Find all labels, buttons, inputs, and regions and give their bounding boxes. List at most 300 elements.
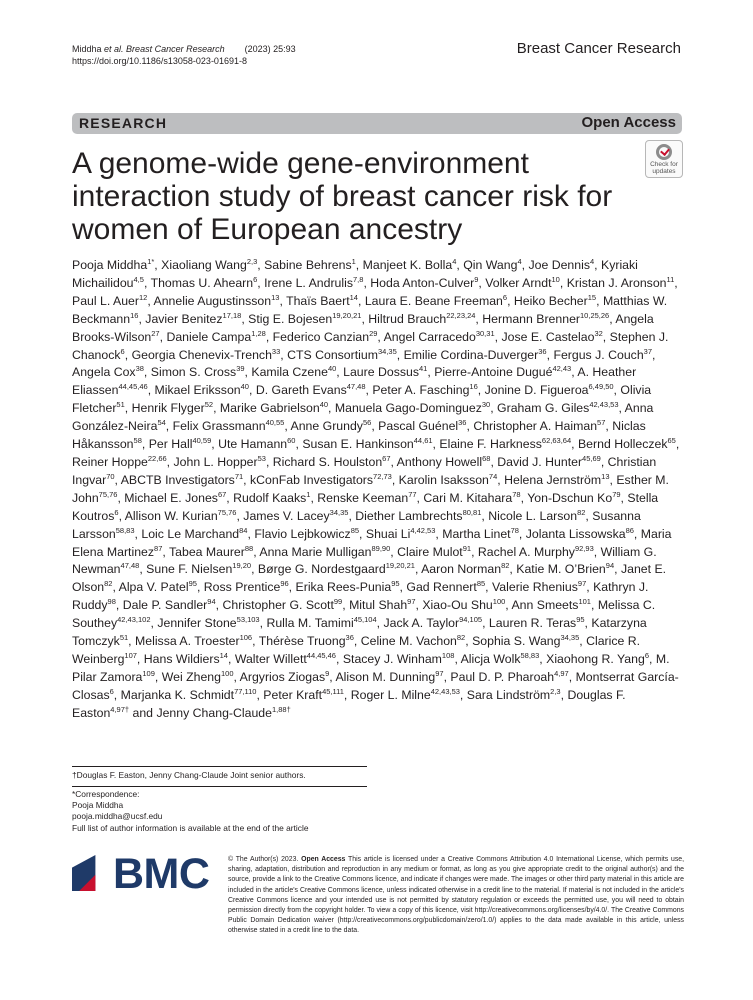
author-name-text: Pooja Middha (72, 258, 148, 272)
author-name-text: Xiaohong R. Yang (546, 651, 645, 666)
author-name (287, 348, 397, 362)
author-name (343, 365, 427, 379)
author-name-text: Helena Jernström (504, 472, 602, 487)
author-name (220, 401, 328, 415)
author-name (273, 455, 391, 469)
author-name (368, 312, 475, 326)
author-name-text: Anna Marie Mulligan (259, 544, 372, 559)
author-affiliation: 36 (345, 632, 354, 642)
author-affiliation: 16 (469, 382, 478, 392)
author-name (286, 294, 358, 308)
author-affiliation: 74 (488, 471, 498, 481)
author-name (526, 527, 634, 541)
author-affiliation: 40,55 (265, 418, 285, 428)
author-name (156, 706, 290, 720)
author-name-text: Peter A. Fasching (372, 383, 470, 398)
author-affiliation: 77 (408, 489, 417, 499)
author-affiliation: 6,49,50 (588, 382, 614, 392)
bmc-logo-text: BMC (113, 850, 210, 898)
author-affiliation: 6 (644, 650, 649, 660)
author-name (121, 688, 257, 702)
author-name-text: Lauren R. Teras (488, 616, 577, 631)
check-updates-line2: updates (652, 168, 676, 175)
author-name (240, 670, 330, 684)
author-affiliation: 88 (244, 543, 254, 553)
author-affiliation: 40 (327, 364, 337, 374)
license-body: This article is licensed under a Creative Commons Attribution 4.0 International License, which permits use, sharing, adaptation, distribution and reproduction in any medium or format, as long as you give appropriate credit to the original author(s) and the source, provide a link to the Creative Commons licence, and indicate if changes were made. The images or other third party material in this article are included in the article's Creative Commons licence, unless indicated otherwise in a credit line to the material. If material is not included in the article's Creative Commons licence and your intended use is not permitted by statutory regulation or exceeds the permitted use, you will need to obtain permission directly from the copyright holder. To view a copy of this licence, visit http://creativecommons.org/licenses/by/4.0/. The Creative Commons Public Domain Dedication waiver (http://creativecommons.org/publicdomain/zero/1.0/) applies to the data made available in this article, unless otherwise stated in a credit line to the data. (228, 856, 685, 935)
author-affiliation: 1,28 (251, 328, 266, 338)
author-affiliation: 87 (154, 543, 163, 553)
author-name (291, 419, 372, 433)
author-name (204, 580, 289, 594)
author-name (365, 294, 507, 308)
author-affiliation: 4,5 (133, 274, 144, 284)
author-affiliation: 36 (458, 418, 467, 428)
author-name (173, 419, 285, 433)
author-name-text: Heiko Becher (513, 293, 588, 308)
author-name-text: Stephen J. Chanock (72, 329, 669, 362)
author-name-text: Jack A. Taylor (383, 616, 460, 631)
author-name (553, 348, 652, 362)
author-affiliation: 97 (435, 668, 444, 678)
author-affiliation: 40,59 (192, 435, 212, 445)
author-name (264, 276, 363, 290)
author-name-text: Anne Grundy (290, 419, 363, 434)
author-name-text: Joe Dennis (528, 258, 590, 272)
author-name (259, 634, 354, 648)
license-open-access: Open Access (301, 856, 346, 863)
author-name (527, 491, 620, 505)
author-name-text: Pascal Guénel (378, 419, 459, 434)
author-affiliation: 41 (419, 364, 428, 374)
author-name (384, 330, 495, 344)
author-name (421, 562, 509, 576)
author-name (124, 491, 226, 505)
author-name (141, 527, 247, 541)
author-name-text: Marike Gabrielson (219, 401, 320, 416)
author-name (439, 437, 571, 451)
author-name-text: Peter Kraft (263, 687, 323, 702)
author-affiliation: 47,48 (346, 382, 366, 392)
author-name-text: Ann Smeets (511, 598, 579, 613)
author-name-text: Susan E. Hankinson (302, 437, 414, 452)
author-name-text: Bernd Holleczek (577, 437, 668, 452)
author-name-text: Angela Brooks-Wilson (72, 311, 654, 344)
author-affiliation: 85 (476, 579, 486, 589)
author-name-text: Argyrios Ziogas (239, 669, 326, 684)
author-affiliation: 30 (481, 400, 491, 410)
author-affiliation: 14 (349, 292, 358, 302)
author-name-text: Daniele Campa (166, 329, 252, 344)
author-affiliation: 34,35 (329, 507, 349, 517)
author-affiliation: 22,66 (147, 453, 167, 463)
author-name-text: Katie M. O’Brien (516, 562, 606, 577)
author-name-text: Thérèse Truong (258, 634, 346, 649)
author-affiliation: 96 (280, 579, 289, 589)
author-name (151, 276, 258, 290)
author-name (121, 473, 243, 487)
author-name-text: Graham G. Giles (497, 401, 590, 416)
author-name-text: Jolanta Lissowska (525, 526, 626, 541)
author-affiliation: 10 (551, 274, 560, 284)
citation-year: (2023) 25:93 (244, 44, 296, 54)
author-name-text: Kathryn J. Ruddy (72, 580, 649, 613)
author-name (485, 276, 560, 290)
citation-journal: et al. Breast Cancer Research (104, 44, 225, 54)
author-name (335, 401, 490, 415)
author-name-text: Simon S. Cross (150, 365, 237, 380)
author-name-text: Walter Willett (234, 651, 307, 666)
author-name (302, 437, 432, 451)
author-affiliation: 109 (142, 668, 155, 678)
author-affiliation: 107 (124, 650, 137, 660)
author-name (450, 670, 568, 684)
author-affiliation: 17,18 (222, 310, 242, 320)
author-affiliation: 45,69 (582, 453, 601, 463)
author-affiliation: 22,23,24 (446, 310, 476, 320)
author-name (528, 258, 594, 272)
author-affiliation: 27 (151, 328, 160, 338)
check-updates-icon (656, 144, 672, 160)
author-name-text: Kamila Czene (251, 365, 328, 380)
author-affiliation: 30,31 (475, 328, 495, 338)
author-name-text: Karolin Isaksson (398, 472, 489, 487)
author-name-text: Kyriaki Michailidou (72, 258, 638, 290)
author-affiliation: 68 (482, 453, 491, 463)
author-affiliation: 100 (492, 597, 506, 607)
citation-header (72, 43, 296, 67)
author-name-text: Paul D. P. Pharoah (450, 669, 555, 684)
author-affiliation: 42,43,53 (589, 400, 619, 410)
author-affiliation: 99 (333, 597, 343, 607)
author-name (511, 598, 591, 612)
author-affiliation: 98 (107, 597, 116, 607)
author-name-text: Aaron Norman (421, 562, 502, 577)
author-name (233, 491, 310, 505)
author-name (397, 455, 491, 469)
author-affiliation: 6 (109, 686, 114, 696)
author-affiliation: 62,63,64 (541, 435, 572, 445)
author-name-text: Felix Grassmann (172, 419, 266, 434)
check-updates-text (646, 161, 682, 175)
author-name (478, 545, 594, 559)
author-name-text: Flavio Lejbkowicz (254, 526, 351, 541)
author-affiliation: 19,20 (232, 561, 252, 571)
author-name (372, 383, 477, 397)
author-name (218, 437, 295, 451)
author-name-text: Allison W. Kurian (124, 508, 218, 523)
author-name-text: Martha Linet (442, 526, 511, 541)
author-affiliation: 100 (221, 668, 234, 678)
author-affiliation: 70 (106, 471, 115, 481)
author-name-text: Dale P. Sandler (122, 598, 208, 613)
author-name (72, 258, 154, 272)
author-name (335, 670, 443, 684)
author-name (72, 365, 144, 379)
author-affiliation: 45,111 (322, 686, 344, 696)
author-name-text: Hermann Brenner (482, 311, 581, 326)
author-name-text: Alpa V. Patel (118, 580, 189, 595)
author-name-text: Gad Rennert (406, 580, 477, 595)
author-name-text: Thaïs Baert (286, 293, 350, 308)
author-name (273, 330, 378, 344)
author-name (366, 527, 435, 541)
author-name-text: William G. Newman (72, 544, 657, 577)
author-name-text: Roger L. Milne (350, 687, 431, 702)
author-name-text: Shuai Li (365, 526, 411, 541)
author-affiliation: 33 (271, 346, 281, 356)
author-affiliation: 37 (643, 346, 652, 356)
author-affiliation: 95 (576, 615, 585, 625)
author-name-text: Xiao-Ou Shu (422, 598, 493, 613)
author-name (399, 473, 498, 487)
author-name-text: Michael E. Jones (124, 490, 218, 505)
author-affiliation: 6 (502, 292, 508, 302)
author-affiliation: 32 (594, 328, 603, 338)
author-name (155, 383, 249, 397)
author-name-text: Hans Wildiers (143, 651, 220, 666)
author-affiliation: 60 (287, 435, 296, 445)
author-name-text: D. Gareth Evans (255, 383, 347, 398)
author-affiliation: 42,43,53 (430, 686, 460, 696)
author-name-text: Christopher A. Haiman (473, 419, 598, 434)
author-name-text: Tabea Maurer (169, 544, 245, 559)
author-name-text: Qin Wang (463, 258, 518, 272)
author-affiliation: 1 (306, 489, 311, 499)
author-name (473, 419, 605, 433)
author-name (123, 598, 216, 612)
doi-link[interactable]: https://doi.org/10.1186/s13058-023-01691-8 (72, 56, 247, 66)
author-affiliation: 97 (577, 579, 587, 589)
correspondence-label: *Correspondence: (72, 789, 140, 799)
author-name-text: Kristan J. Aronson (566, 275, 667, 290)
author-name (266, 616, 376, 630)
author-affiliation: 44,45,46 (306, 650, 336, 660)
author-name-text: Ross Prentice (203, 580, 281, 595)
author-name-text: Olivia Fletcher (72, 383, 652, 416)
author-name-text: Hiltrud Brauch (368, 311, 447, 326)
author-name (146, 562, 251, 576)
author-name-text: Thomas U. Ahearn (150, 275, 254, 290)
author-affiliation: 67 (217, 489, 227, 499)
author-affiliation: 71 (234, 471, 244, 481)
author-affiliation: 45,104 (353, 615, 377, 625)
author-affiliation: 9 (325, 668, 330, 678)
author-name (162, 670, 234, 684)
author-name-text: Børge G. Nordestgaard (257, 562, 386, 577)
author-name-text: Janet E. Olson (72, 562, 667, 595)
license-copyright: © The Author(s) 2023. (228, 856, 299, 863)
author-name (72, 294, 147, 308)
author-name-text: Cari M. Kitahara (423, 490, 513, 505)
author-name-text: Angel Carracedo (383, 329, 476, 344)
author-affiliation: 44,61 (413, 435, 433, 445)
author-affiliation: 40 (319, 400, 329, 410)
author-name-text: Javier Benitez (145, 311, 223, 326)
author-affiliation: 101 (578, 597, 591, 607)
author-name (351, 688, 460, 702)
author-name (256, 383, 366, 397)
author-name (463, 258, 521, 272)
author-name-text: Claire Mulot (397, 544, 463, 559)
author-name-text: Sune F. Nielsen (146, 562, 233, 577)
author-name-text: Sabine Behrens (264, 258, 352, 272)
correspondence-email[interactable]: pooja.middha@ucsf.edu (72, 811, 163, 822)
author-name (489, 616, 585, 630)
author-name-text: Anna González-Neira (72, 401, 654, 434)
author-name-text: Marjanka K. Schmidt (120, 687, 235, 702)
author-name (243, 509, 348, 523)
author-name (422, 598, 505, 612)
author-affiliation: 13 (601, 471, 610, 481)
author-affiliation: 51 (116, 400, 125, 410)
author-name-text: Stella Koutros (72, 490, 659, 523)
author-name (132, 401, 213, 415)
author-affiliation: 97 (407, 597, 416, 607)
author-affiliation: 11 (666, 274, 675, 284)
author-affiliation: 12 (139, 292, 148, 302)
author-name-text: Emilie Cordina-Duverger (403, 347, 539, 362)
author-affiliation: 44,45,46 (118, 382, 148, 392)
author-name-text: Renske Keeman (317, 490, 409, 505)
author-name (263, 688, 344, 702)
correspondence-name: Pooja Middha (72, 800, 124, 811)
author-affiliation: 15 (587, 292, 597, 302)
author-affiliation: 65 (667, 435, 676, 445)
author-name (259, 545, 390, 559)
author-affiliation: 106 (239, 632, 253, 642)
author-name (132, 348, 281, 362)
author-affiliation: 53,103 (236, 615, 260, 625)
author-affiliation: 34,35 (377, 346, 397, 356)
author-affiliation: 47,48 (120, 561, 140, 571)
author-name (144, 652, 228, 666)
author-name (349, 598, 415, 612)
author-name-text: Jenny Chang-Claude (156, 705, 272, 720)
author-name (442, 527, 519, 541)
author-name (235, 652, 336, 666)
license-statement (228, 855, 684, 937)
author-name-text: A. Heather Eliassen (72, 365, 637, 398)
author-affiliation: 95 (391, 579, 400, 589)
author-affiliation: 42,43,102 (117, 615, 151, 625)
author-name-text: Per Hall (148, 437, 193, 452)
author-name-text: Henrik Flyger (131, 401, 205, 416)
author-affiliation: 1,88† (271, 704, 291, 714)
author-affiliation: 6 (120, 346, 125, 356)
author-name (467, 688, 561, 702)
author-name (251, 365, 336, 379)
author-affiliation: 94,105 (459, 615, 483, 625)
author-name (492, 580, 586, 594)
author-affiliation: 34,35 (560, 632, 580, 642)
author-name (423, 491, 520, 505)
author-name-text: CTS Consortium (287, 347, 378, 362)
author-affiliation: 40 (240, 382, 249, 392)
author-name (125, 509, 237, 523)
author-affiliation: 72,73 (373, 471, 392, 481)
author-name-text: Erika Rees-Punia (295, 580, 392, 595)
author-affiliation: 78 (510, 525, 519, 535)
author-info-note: Full list of author information is available at the end of the article (72, 822, 309, 833)
author-name (222, 598, 342, 612)
author-name-text: Celine M. Vachon (360, 634, 457, 649)
author-name (485, 383, 614, 397)
author-affiliation: 80,81 (462, 507, 482, 517)
author-name-text: Christian Ingvar (72, 454, 657, 487)
author-affiliation: 16 (130, 310, 139, 320)
author-affiliation: 84 (239, 525, 248, 535)
author-affiliation: 89,90 (371, 543, 391, 553)
author-name-text: Alicja Wolk (460, 651, 521, 666)
author-name (370, 276, 478, 290)
author-affiliation: 4 (517, 256, 522, 266)
author-name-text: Christopher G. Scott (222, 598, 334, 613)
author-name-text: Sara Lindström (466, 687, 551, 702)
author-name (497, 401, 618, 415)
author-name (72, 455, 167, 469)
author-name (363, 258, 457, 272)
citation-line (72, 43, 296, 55)
author-name-text: Diether Lambrechts (355, 508, 463, 523)
author-name (296, 580, 400, 594)
author-name (355, 509, 481, 523)
check-for-updates-badge[interactable] (645, 140, 683, 178)
author-name-text: Jose E. Castelao (501, 329, 595, 344)
author-affiliation: 95 (188, 579, 197, 589)
author-name-text: Niclas Håkansson (72, 419, 646, 452)
author-name (482, 312, 609, 326)
author-name-text: Yon-Dschun Ko (527, 490, 613, 505)
author-name (258, 562, 415, 576)
author-affiliation: 82 (501, 561, 510, 571)
author-affiliation: 94 (605, 561, 615, 571)
author-name-text: Wei Zheng (161, 669, 221, 684)
author-name-text: Maria Elena Martinez (72, 526, 672, 559)
author-affiliation: 4,97† (110, 704, 130, 714)
author-name (546, 652, 649, 666)
author-name (161, 258, 257, 272)
author-name-text: Jonine D. Figueroa (484, 383, 589, 398)
author-name-text: Melissa C. Southey (72, 598, 656, 631)
author-affiliation: 75,76 (98, 489, 118, 499)
author-name (343, 652, 455, 666)
author-name-text: Esther M. John (72, 472, 669, 505)
author-name-text: M. Pilar Zamora (72, 651, 670, 684)
author-name-text: ABCTB Investigators (120, 472, 235, 487)
author-affiliation: 6 (253, 274, 258, 284)
citation-authors: Middha (72, 44, 102, 54)
author-name-text: Nicole L. Larson (488, 508, 578, 523)
author-name (501, 330, 602, 344)
author-name-text: Sophia S. Wang (472, 634, 561, 649)
author-name-text: Irene L. Andrulis (264, 275, 353, 290)
author-name-text: David J. Hunter (497, 454, 583, 469)
footnote-divider (72, 766, 367, 767)
check-updates-line1: Check for (650, 161, 678, 168)
author-name-text: Clarice R. Weinberg (72, 634, 641, 666)
author-name (488, 509, 585, 523)
author-affiliation: 2,3 (550, 686, 561, 696)
author-affiliation: 29 (369, 328, 378, 338)
author-affiliation: 75,76 (217, 507, 237, 517)
author-affiliation: 86 (625, 525, 634, 535)
author-affiliation: 4 (452, 256, 457, 266)
author-affiliation: 4,42,53 (410, 525, 436, 535)
author-name-text: Montserrat García-Closas (72, 669, 679, 702)
author-name-text: Mitul Shah (349, 598, 408, 613)
author-name (264, 258, 356, 272)
